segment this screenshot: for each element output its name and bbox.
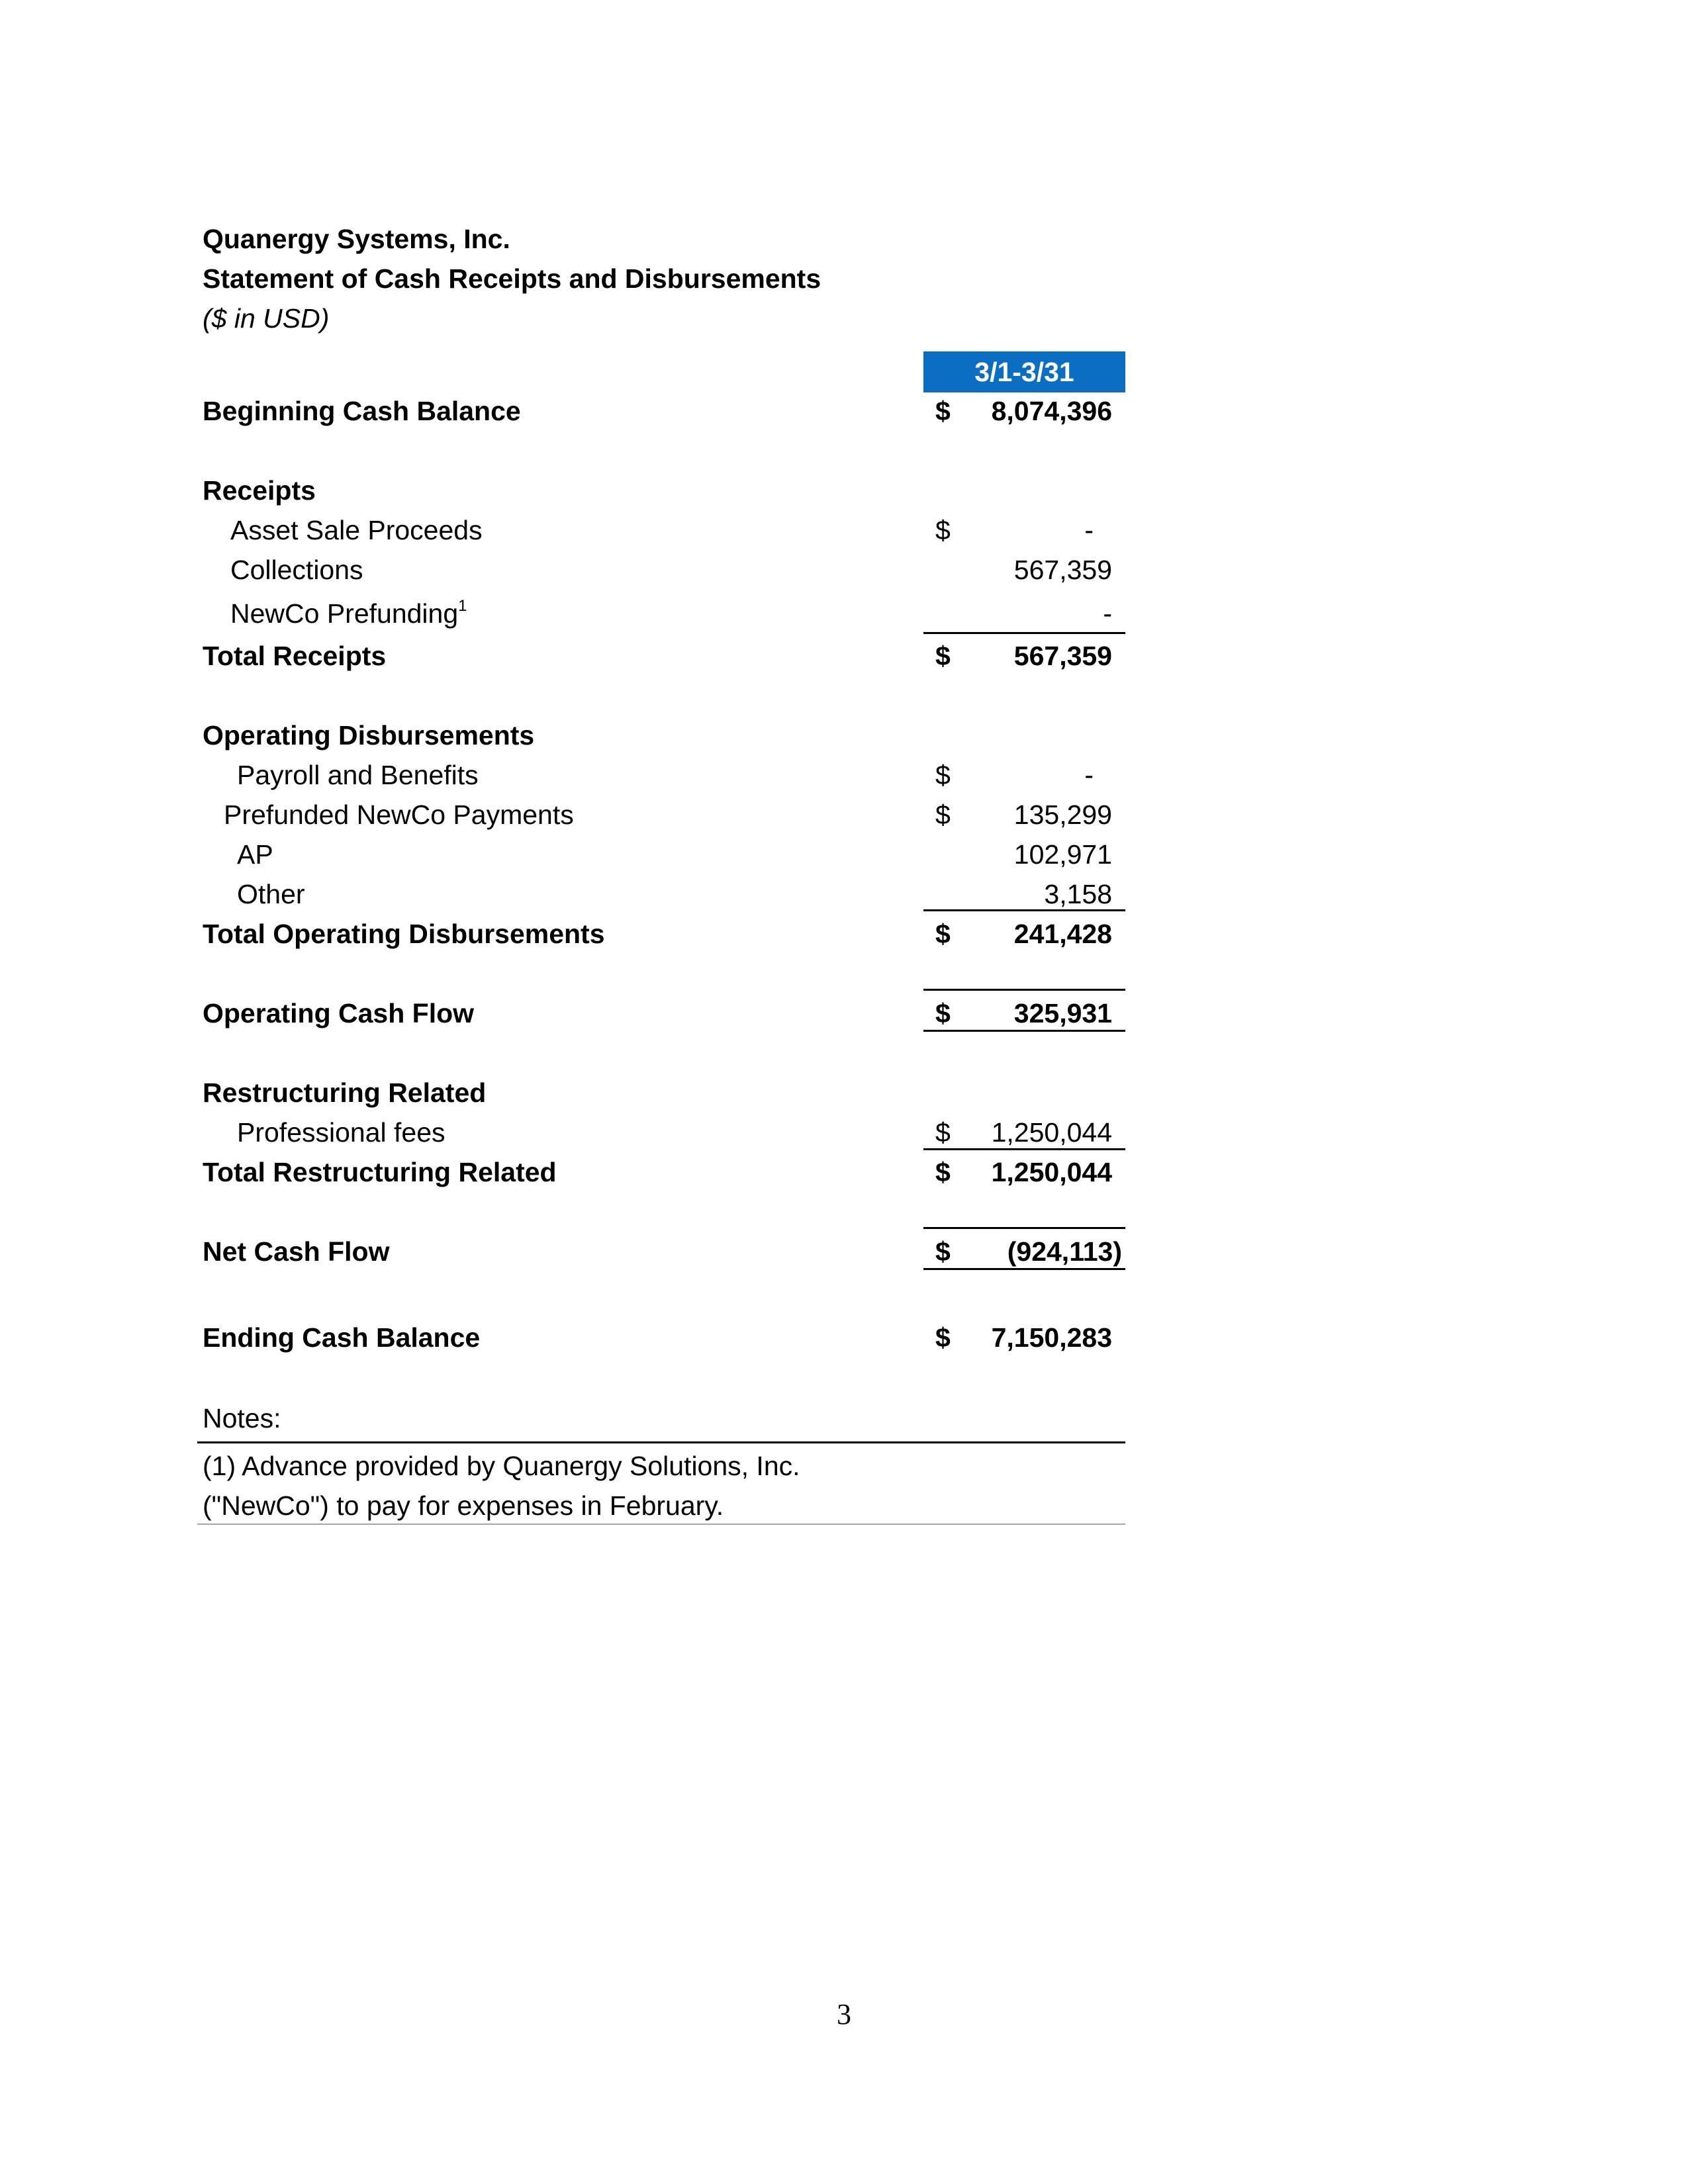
page-number: 3 bbox=[837, 1998, 851, 2030]
total-operating-value: 241,428 bbox=[1013, 919, 1112, 949]
payroll-value: - bbox=[1084, 760, 1094, 790]
notes-top-rule bbox=[197, 1441, 1125, 1443]
receipts-total-rule bbox=[923, 632, 1125, 634]
asset-sale-label: Asset Sale Proceeds bbox=[230, 515, 483, 545]
net-cash-flow-currency: $ bbox=[935, 1236, 951, 1267]
net-cash-flow-value: (924,113) bbox=[1007, 1236, 1122, 1267]
collections-value: 567,359 bbox=[1013, 555, 1112, 585]
total-receipts-currency: $ bbox=[935, 641, 951, 671]
prefunding-label bbox=[230, 597, 467, 630]
beginning-balance-label: Beginning Cash Balance bbox=[203, 396, 521, 426]
collections-label: Collections bbox=[230, 555, 363, 585]
ncf-top-rule bbox=[923, 1227, 1125, 1229]
professional-fees-label: Professional fees bbox=[237, 1117, 445, 1148]
receipts-heading: Receipts bbox=[203, 475, 316, 506]
ocf-bottom-rule bbox=[923, 1030, 1125, 1032]
beginning-balance-value: 8,074,396 bbox=[991, 396, 1112, 426]
other-value: 3,158 bbox=[1044, 879, 1112, 909]
prefunding-label-text: NewCo Prefunding bbox=[230, 598, 459, 629]
ending-balance-label: Ending Cash Balance bbox=[203, 1322, 481, 1353]
total-operating-currency: $ bbox=[935, 919, 951, 949]
units-note: ($ in USD) bbox=[203, 303, 330, 334]
ocf-top-rule bbox=[923, 989, 1125, 991]
ending-balance-currency: $ bbox=[935, 1322, 951, 1353]
operating-cash-flow-currency: $ bbox=[935, 998, 951, 1028]
ap-value: 102,971 bbox=[1013, 839, 1112, 870]
prefunding-value: - bbox=[1103, 598, 1112, 629]
prefunded-payments-label: Prefunded NewCo Payments bbox=[224, 799, 574, 830]
net-cash-flow-label: Net Cash Flow bbox=[203, 1236, 390, 1267]
period-header: 3/1-3/31 bbox=[923, 351, 1125, 392]
professional-fees-currency: $ bbox=[935, 1117, 951, 1148]
statement-title: Statement of Cash Receipts and Disbursements bbox=[203, 263, 821, 294]
notes-bottom-rule bbox=[197, 1524, 1125, 1525]
total-restructuring-value: 1,250,044 bbox=[991, 1157, 1112, 1187]
operating-cash-flow-label: Operating Cash Flow bbox=[203, 998, 475, 1028]
operating-heading: Operating Disbursements bbox=[203, 720, 535, 751]
note-line-1: (1) Advance provided by Quanergy Solutions, Inc. bbox=[203, 1451, 800, 1481]
asset-sale-value: - bbox=[1084, 515, 1094, 545]
footnote-marker: 1 bbox=[458, 597, 467, 615]
total-restructuring-currency: $ bbox=[935, 1157, 951, 1187]
restructuring-total-rule bbox=[923, 1148, 1125, 1150]
prefunded-payments-currency: $ bbox=[935, 799, 951, 830]
payroll-currency: $ bbox=[935, 760, 951, 790]
beginning-balance-currency: $ bbox=[935, 396, 951, 426]
operating-cash-flow-value: 325,931 bbox=[1013, 998, 1112, 1028]
ncf-bottom-rule bbox=[923, 1268, 1125, 1270]
ending-balance-value: 7,150,283 bbox=[991, 1322, 1112, 1353]
company-name: Quanergy Systems, Inc. bbox=[203, 224, 510, 254]
note-line-2: ("NewCo") to pay for expenses in February. bbox=[203, 1490, 724, 1521]
total-receipts-label: Total Receipts bbox=[203, 641, 387, 671]
operating-total-rule bbox=[923, 909, 1125, 911]
professional-fees-value: 1,250,044 bbox=[991, 1117, 1112, 1148]
restructuring-heading: Restructuring Related bbox=[203, 1077, 487, 1108]
payroll-label: Payroll and Benefits bbox=[237, 760, 479, 790]
other-label: Other bbox=[237, 879, 305, 909]
total-restructuring-label: Total Restructuring Related bbox=[203, 1157, 557, 1187]
prefunded-payments-value: 135,299 bbox=[1013, 799, 1112, 830]
total-operating-label: Total Operating Disbursements bbox=[203, 919, 605, 949]
total-receipts-value: 567,359 bbox=[1013, 641, 1112, 671]
ap-label: AP bbox=[237, 839, 273, 870]
notes-heading: Notes: bbox=[203, 1403, 281, 1433]
asset-sale-currency: $ bbox=[935, 515, 951, 545]
